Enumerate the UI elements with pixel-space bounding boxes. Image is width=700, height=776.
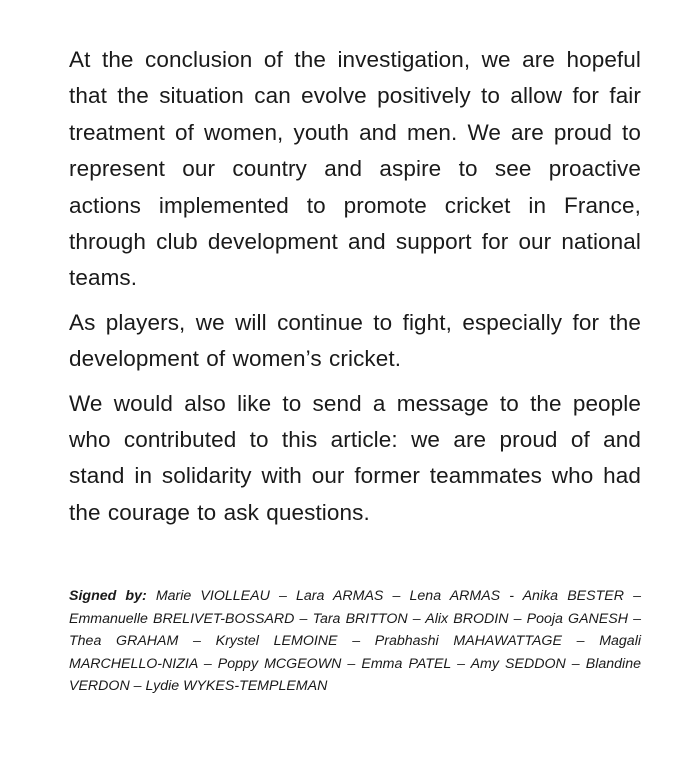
signatories-list: Marie VIOLLEAU – Lara ARMAS – Lena ARMAS - Anika BESTER – Emmanuelle BRELIVET-BOSSARD – Tara BRITTON – Alix BRODIN – Pooja GANESH – Thea GRAHAM – Krystel LEMOINE – Prabhashi MAHAWATTAGE – Magali MARCHELLO-NIZIA – Poppy MCGEOWN – Emma PATEL – Amy SEDDON – Blandine VERDON – Lydie WYKES-TEMPLEMAN	[69, 588, 641, 695]
signed-by-label: Signed by:	[69, 588, 147, 604]
signatories-block	[69, 585, 641, 698]
paragraph-players: As players, we will continue to fight, especially for the development of women’s cricket.	[69, 309, 641, 372]
statement-body	[69, 42, 641, 539]
paragraph-message: We would also like to send a message to the people who contributed to this article: we are proud of and stand in solidarity with our former teammates who had the courage to ask questions.	[69, 390, 641, 525]
paragraph-conclusion: At the conclusion of the investigation, we are hopeful that the situation can evolve positively to allow for fair treatment of women, youth and men. We are proud to represent our country and aspire to see proactive actions implemented to promote cricket in France, through club development and support for our national teams.	[69, 47, 641, 291]
